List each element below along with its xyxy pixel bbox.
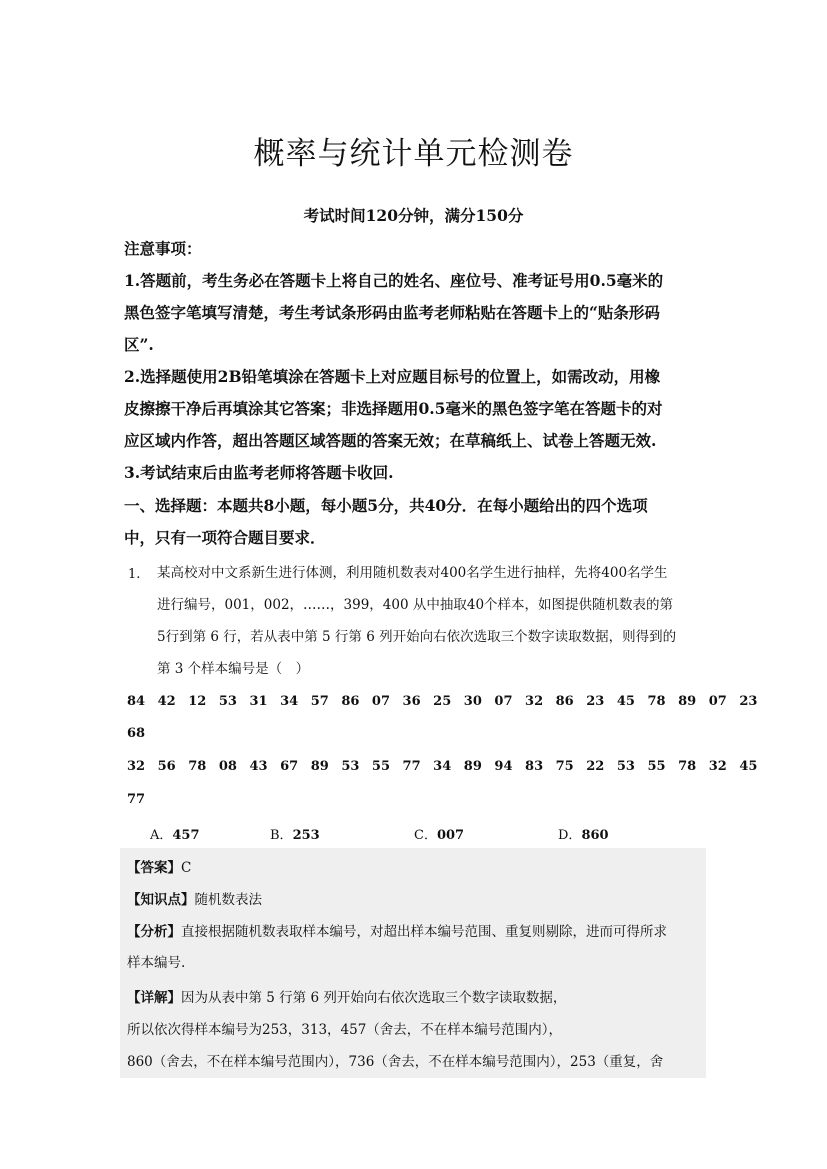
detail-line: 所以依次得样本编号为253，313，457（舍去，不在样本编号范围内）， <box>127 1022 563 1038</box>
notes-heading: 注意事项： <box>124 239 202 258</box>
question-text: 第 3 个样本编号是（ ） <box>157 661 310 677</box>
option-letter: B． <box>270 828 293 843</box>
detail-label: 【详解】 <box>127 990 181 1006</box>
detail-line <box>127 986 566 1006</box>
option-d[interactable] <box>558 824 609 843</box>
note-line: 3.考试结束后由监考老师将答题卡收回. <box>124 463 394 482</box>
answer-panel <box>120 848 706 1078</box>
option-c[interactable] <box>414 824 464 843</box>
note-line: 应区域内作答，超出答题区域答题的答案无效；在草稿纸上、试卷上答题无效. <box>124 431 657 450</box>
note-line: 区”. <box>124 335 154 354</box>
answer-label: 【答案】 <box>127 860 181 876</box>
analysis-label: 【分析】 <box>127 924 181 940</box>
question-text: 5行到第 6 行，若从表中第 5 行第 6 列开始向右依次选取三个数字读取数据，则得到的 <box>157 629 677 645</box>
random-table-row: 84 42 12 53 31 34 57 86 07 36 25 30 07 32 86 23 45 78 89 07 23 <box>127 694 758 709</box>
note-line: 2.选择题使用2B铅笔填涂在答题卡上对应题目标号的位置上，如需改动，用橡 <box>124 367 661 386</box>
question-text: 某高校对中文系新生进行体测，利用随机数表对400名学生进行抽样，先将400名学生 <box>157 565 668 581</box>
option-value: 007 <box>436 828 465 843</box>
analysis-text: 直接根据随机数表取样本编号，对超出样本编号范围、重复则剔除，进而可得所求 <box>181 924 667 940</box>
detail-line: 860（舍去，不在样本编号范围内），736（舍去，不在样本编号范围内），253（重复，舍 <box>127 1054 664 1070</box>
note-line: 1.答题前，考生务必在答题卡上将自己的姓名、座位号、准考证号用0.5毫米的 <box>124 271 664 290</box>
option-b[interactable] <box>270 824 320 843</box>
page-title: 概率与统计单元检测卷 <box>253 136 574 172</box>
random-table-row: 32 56 78 08 43 67 89 53 55 77 34 89 94 83 75 22 53 55 78 32 45 <box>127 759 758 774</box>
option-a[interactable] <box>150 824 200 843</box>
answer-line <box>127 856 191 876</box>
option-value: 860 <box>581 828 609 843</box>
option-letter: D． <box>558 828 582 843</box>
detail-text: 因为从表中第 5 行第 6 列开始向右依次选取三个数字读取数据， <box>181 990 567 1006</box>
note-line: 黑色签字笔填写清楚，考生考试条形码由监考老师粘贴在答题卡上的“贴条形码 <box>124 303 660 322</box>
random-table-row: 77 <box>127 792 146 807</box>
question-number: 1. <box>128 567 141 582</box>
analysis-line: 样本编号. <box>127 955 186 971</box>
answer-value: C <box>181 860 192 876</box>
knowledge-label: 【知识点】 <box>127 892 195 908</box>
section-heading: 中，只有一项符合题目要求． <box>124 528 326 547</box>
analysis-line <box>127 920 667 940</box>
option-letter: C． <box>414 828 437 843</box>
knowledge-value: 随机数表法 <box>194 892 262 908</box>
random-table-row: 68 <box>127 726 146 741</box>
section-heading: 一、选择题：本题共8小题，每小题5分，共40分．在每小题给出的四个选项 <box>124 496 648 515</box>
note-line: 皮擦擦干净后再填涂其它答案；非选择题用0.5毫米的黑色签字笔在答题卡的对 <box>124 399 663 418</box>
option-letter: A． <box>150 828 173 843</box>
option-value: 253 <box>292 828 320 843</box>
question-text: 进行编号，001，002，……，399，400 从中抽取40个样本，如图提供随机数表的第 <box>157 597 674 613</box>
knowledge-line <box>127 888 262 908</box>
exam-duration: 考试时间120分钟，满分150分 <box>303 206 524 225</box>
option-value: 457 <box>172 828 200 843</box>
